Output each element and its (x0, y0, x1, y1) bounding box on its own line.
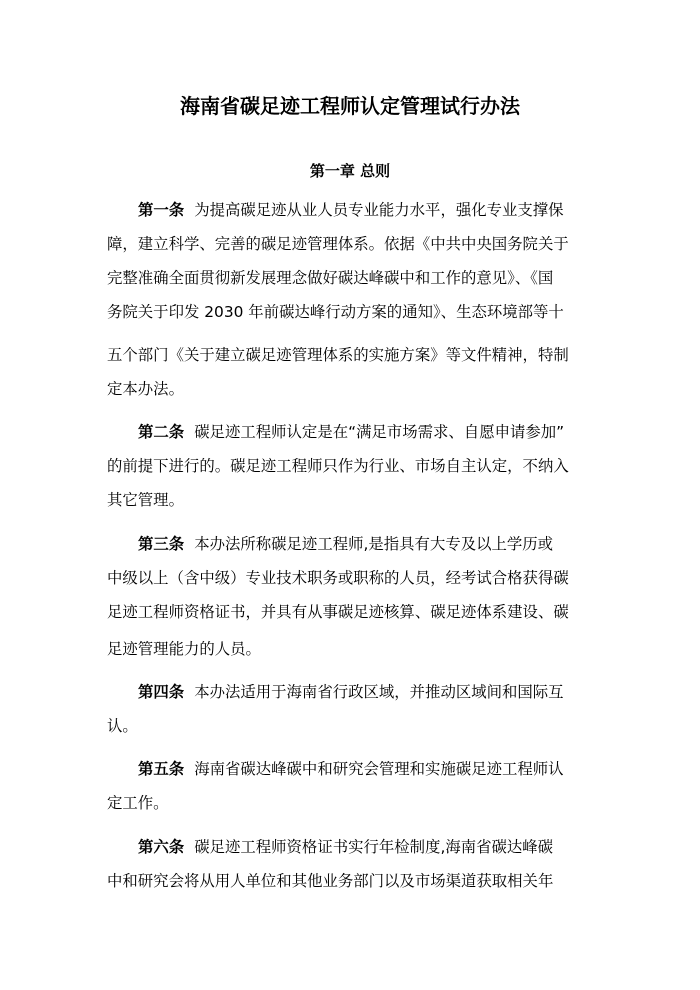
article-text: 本办法适用于海南省行政区域，并推动区域间和国际互 (194, 683, 564, 701)
article-label: 第四条 (138, 683, 185, 701)
article-label: 第五条 (138, 760, 185, 778)
article-3-line-3: 足迹工程师资格证书，并具有从事碳足迹核算、碳足迹体系建设、碳 (107, 603, 569, 621)
article-4-line-1 (138, 680, 638, 704)
article-2-line-3: 其它管理。 (107, 491, 184, 509)
article-3-line-2: 中级以上（含中级）专业技术职务或职称的人员，经考试合格获得碳 (107, 569, 569, 587)
article-5-line-1 (138, 757, 638, 781)
article-text: 为提高碳足迹从业人员专业能力水平，强化专业支撑保 (194, 201, 564, 219)
article-6-line-1 (138, 835, 638, 859)
article-1-line-3: 完整准确全面贯彻新发展理念做好碳达峰碳中和工作的意见》、《国 (107, 269, 554, 287)
article-1-line-5: 五个部门《关于建立碳足迹管理体系的实施方案》等文件精神，特制 (107, 346, 569, 364)
article-text: 本办法所称碳足迹工程师,是指具有大专及以上学历或 (194, 535, 554, 553)
article-label: 第一条 (138, 201, 185, 219)
article-text: 碳足迹工程师认定是在“满足市场需求、自愿申请参加” (194, 423, 565, 441)
document-title: 海南省碳足迹工程师认定管理试行办法 (180, 94, 520, 118)
article-text: 碳足迹工程师资格证书实行年检制度,海南省碳达峰碳 (194, 838, 554, 856)
article-label: 第三条 (138, 535, 185, 553)
article-3-line-1 (138, 532, 638, 556)
article-1-line-2: 障，建立科学、完善的碳足迹管理体系。依据《中共中央国务院关于 (107, 235, 569, 253)
article-text: 海南省碳达峰碳中和研究会管理和实施碳足迹工程师认 (194, 760, 564, 778)
article-4-line-2: 认。 (107, 717, 138, 735)
article-1-line-6: 定本办法。 (107, 380, 184, 398)
article-1-line-4: 务院关于印发 2030 年前碳达峰行动方案的通知》、生态环境部等十 (107, 303, 564, 321)
chapter-title: 第一章 总则 (309, 162, 391, 180)
article-label: 第二条 (138, 423, 185, 441)
article-label: 第六条 (138, 838, 185, 856)
article-2-line-1 (138, 420, 638, 444)
article-2-line-2: 的前提下进行的。碳足迹工程师只作为行业、市场自主认定，不纳入 (107, 457, 569, 475)
article-3-line-4: 足迹管理能力的人员。 (107, 640, 261, 658)
article-6-line-2: 中和研究会将从用人单位和其他业务部门以及市场渠道获取相关年 (107, 872, 554, 890)
article-1-line-1 (138, 198, 638, 222)
article-5-line-2: 定工作。 (107, 794, 169, 812)
